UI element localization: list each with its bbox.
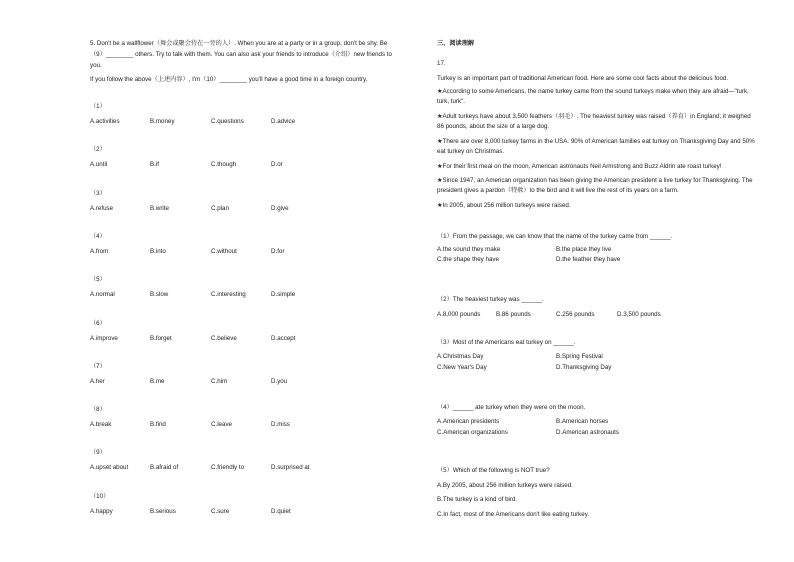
- fact-line: president gives a pardon（特赦）to the bird and it will live the rest of its years on a farm.: [437, 187, 679, 194]
- reading-q4-option-d[interactable]: D.American astronauts: [556, 429, 619, 436]
- reading-q2-option-a[interactable]: A.8,000 pounds: [437, 311, 481, 318]
- fact-line: eat turkey on Christmas.: [437, 148, 505, 155]
- cloze-question-number: （4）: [90, 233, 106, 240]
- cloze-option-a[interactable]: A.refuse: [90, 205, 114, 212]
- cloze-option-c[interactable]: C.though: [211, 161, 237, 168]
- cloze-option-b[interactable]: B.find: [150, 421, 166, 428]
- reading-q2-stem: （2）The heaviest turkey was ______.: [437, 296, 544, 303]
- cloze-option-c[interactable]: C.sure: [211, 508, 230, 515]
- cloze-question-number: （7）: [90, 363, 106, 370]
- cloze-question-number: （1）: [90, 103, 106, 110]
- cloze-option-a[interactable]: A.until: [90, 161, 108, 168]
- cloze-option-c[interactable]: C.friendly to: [211, 464, 245, 471]
- cloze-option-a[interactable]: A.happy: [90, 508, 113, 515]
- fact-line: ★In 2005, about 256 million turkeys were raised.: [437, 202, 571, 209]
- reading-q4-option-c[interactable]: C.American organizations: [437, 429, 508, 436]
- reading-q3-option-c[interactable]: C.New Year's Day: [437, 364, 487, 371]
- cloze-question-number: （5）: [90, 276, 106, 283]
- cloze-question-number: （3）: [90, 190, 106, 197]
- cloze-option-d[interactable]: D.for: [271, 248, 285, 255]
- cloze-option-b[interactable]: B.write: [150, 205, 169, 212]
- reading-q4-option-a[interactable]: A.American presidents: [437, 418, 500, 425]
- cloze-option-b[interactable]: B.afraid of: [150, 464, 179, 471]
- reading-q5-option-a[interactable]: A.By 2005, about 256 million turkeys were raised.: [437, 482, 573, 489]
- cloze-option-a[interactable]: A.break: [90, 421, 112, 428]
- cloze-option-d[interactable]: D.quiet: [271, 508, 291, 515]
- reading-q1-option-a[interactable]: A.the sound they make: [437, 246, 501, 253]
- cloze-option-b[interactable]: B.forget: [150, 335, 172, 342]
- cloze-option-a[interactable]: A.her: [90, 378, 105, 385]
- cloze-option-b[interactable]: B.if: [150, 161, 159, 168]
- cloze-option-a[interactable]: A.normal: [90, 291, 115, 298]
- reading-q3-option-d[interactable]: D.Thanksgiving Day: [556, 364, 612, 371]
- reading-q1-stem: （1）From the passage, we can know that the name of the turkey came from ______.: [437, 233, 673, 240]
- section-title: 三、阅读理解: [437, 40, 475, 47]
- fact-line: turk, turk".: [437, 98, 465, 105]
- reading-q5-option-b[interactable]: B.The turkey is a kind of bird.: [437, 496, 518, 503]
- cloze-option-b[interactable]: B.into: [150, 248, 166, 255]
- reading-q3-option-a[interactable]: A.Christmas Day: [437, 353, 484, 360]
- cloze-option-c[interactable]: C.him: [211, 378, 228, 385]
- passage-line-3: you.: [90, 62, 102, 69]
- cloze-option-a[interactable]: A.upset about: [90, 464, 129, 471]
- reading-q3-option-b[interactable]: B.Spring Festival: [556, 353, 603, 360]
- cloze-option-c[interactable]: C.without: [211, 248, 237, 255]
- reading-q4-stem: （4）______ ate turkey when they were on the moon.: [437, 404, 586, 411]
- reading-q4-option-b[interactable]: B.American horses: [556, 418, 609, 425]
- cloze-option-d[interactable]: D.accept: [271, 335, 296, 342]
- cloze-option-d[interactable]: D.surprised at: [271, 464, 310, 471]
- cloze-question-number: （9）: [90, 449, 106, 456]
- cloze-option-c[interactable]: C.questions: [211, 118, 244, 125]
- cloze-option-c[interactable]: C.believe: [211, 335, 237, 342]
- cloze-option-c[interactable]: C.plan: [211, 205, 229, 212]
- passage-line-2: （9）________ others. Try to talk with them. You can also ask your friends to introduce（介绍）new friends to: [90, 51, 392, 58]
- reading-q2-option-c[interactable]: C.256 pounds: [556, 311, 595, 318]
- reading-q3-stem: （3）Most of the Americans eat turkey on ______.: [437, 339, 576, 346]
- cloze-question-number: （10）: [90, 493, 110, 500]
- reading-q1-option-d[interactable]: D.the feather they have: [556, 256, 621, 263]
- fact-line: ★Since 1947, an American organization has been giving the American president a live turkey for Thanksgiving. The: [437, 177, 753, 184]
- fact-line: ★There are over 8,000 turkey farms in the USA. 90% of American families eat turkey on Thanksgiving Day and 50%: [437, 138, 755, 145]
- cloze-option-a[interactable]: A.from: [90, 248, 109, 255]
- reading-q1-option-b[interactable]: B.the place they live: [556, 246, 612, 253]
- reading-intro: Turkey is an important part of traditional American food. Here are some cool facts about the delicious food.: [437, 75, 729, 82]
- fact-line: ★For their first meal on the moon, American astronauts Neil Armstrong and Buzz Aldrin ate roast turkey!: [437, 163, 722, 170]
- cloze-option-d[interactable]: D.or: [271, 161, 283, 168]
- question-number: 17.: [437, 60, 446, 67]
- cloze-question-number: （2）: [90, 146, 106, 153]
- cloze-option-d[interactable]: D.simple: [271, 291, 296, 298]
- fact-line: 86 pounds, about the size of a large dog.: [437, 123, 550, 130]
- cloze-option-a[interactable]: A.improve: [90, 335, 118, 342]
- cloze-option-d[interactable]: D.advice: [271, 118, 296, 125]
- reading-q5-stem: （5）Which of the following is NOT true?: [437, 467, 550, 474]
- cloze-option-b[interactable]: B.money: [150, 118, 175, 125]
- passage-line-1: 5. Don't be a wallflower（舞会或聚会待在一旁的人）. When you are at a party or in a group, don't be shy. Be: [90, 40, 388, 47]
- cloze-option-b[interactable]: B.serious: [150, 508, 176, 515]
- cloze-question-number: （6）: [90, 320, 106, 327]
- cloze-option-a[interactable]: A.activities: [90, 118, 120, 125]
- cloze-option-d[interactable]: D.you: [271, 378, 288, 385]
- cloze-option-d[interactable]: D.give: [271, 205, 289, 212]
- cloze-option-b[interactable]: B.slow: [150, 291, 169, 298]
- cloze-question-number: （8）: [90, 406, 106, 413]
- reading-q2-option-d[interactable]: D.3,500 pounds: [617, 311, 661, 318]
- cloze-option-c[interactable]: C.interesting: [211, 291, 246, 298]
- fact-line: ★Adult turkeys have about 3,500 feathers（羽毛）. The heaviest turkey was raised（养育）in England; it weighed: [437, 113, 751, 120]
- cloze-option-b[interactable]: B.me: [150, 378, 165, 385]
- reading-q1-option-c[interactable]: C.the shape they have: [437, 256, 499, 263]
- reading-q2-option-b[interactable]: B.86 pounds: [496, 311, 531, 318]
- cloze-option-d[interactable]: D.miss: [271, 421, 290, 428]
- cloze-option-c[interactable]: C.leave: [211, 421, 232, 428]
- reading-q5-option-c[interactable]: C.In fact, most of the Americans don't like eating turkey.: [437, 511, 590, 518]
- passage-summary: If you follow the above（上述内容）, I'm（10）________ you'll have a good time in a foreign country.: [90, 76, 368, 83]
- fact-line: ★According to some Americans, the name turkey came from the sound turkeys make when they are afraid—"turk,: [437, 88, 749, 95]
